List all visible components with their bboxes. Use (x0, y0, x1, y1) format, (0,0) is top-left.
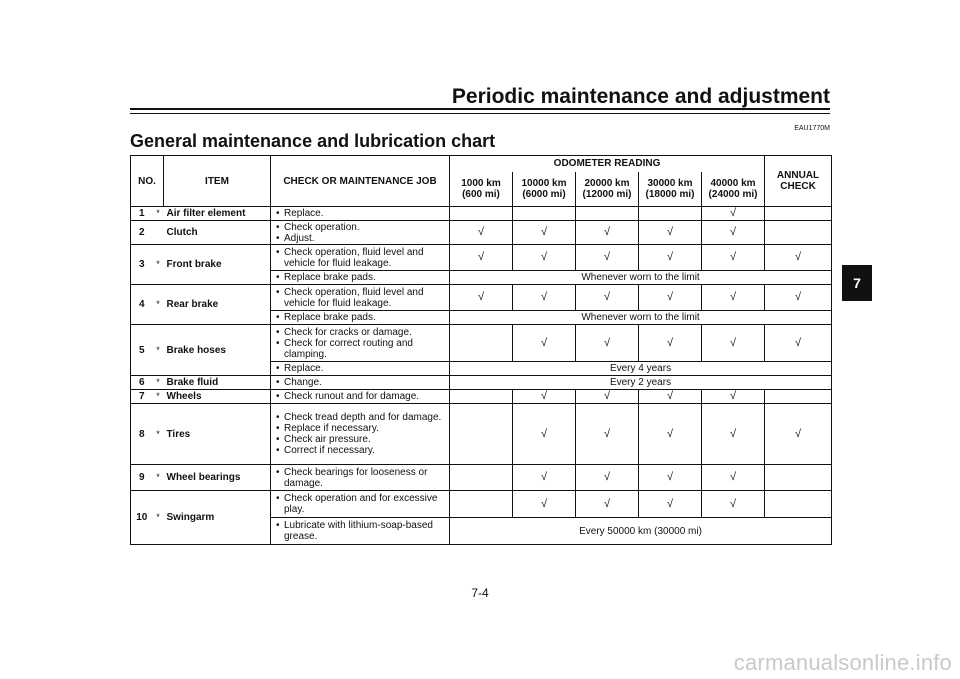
bullet-icon: • (276, 221, 280, 233)
job-text: Replace. (284, 208, 324, 219)
check-mark-icon: √ (576, 404, 639, 465)
job-text: Lubricate with lithium-soap-based grease. (284, 520, 433, 542)
bullet-icon: • (276, 232, 280, 244)
job-text: Check for cracks or damage. (284, 326, 412, 338)
row-number: 8 (131, 404, 153, 465)
check-mark-icon: √ (639, 465, 702, 491)
empty-cell (765, 465, 832, 491)
empty-cell (450, 465, 513, 491)
row-star: * (153, 376, 164, 390)
row-item: Brake fluid (164, 376, 271, 390)
job-text: Change. (284, 377, 322, 388)
check-mark-icon: √ (639, 285, 702, 311)
row-item: Rear brake (164, 285, 271, 325)
check-mark-icon: √ (576, 325, 639, 362)
table-row (131, 207, 832, 221)
row-number: 10 (131, 491, 153, 545)
maintenance-job (271, 285, 450, 311)
row-number: 7 (131, 390, 153, 404)
interval-mi: (18000 mi) (645, 188, 695, 200)
check-mark-icon: √ (513, 221, 576, 245)
job-line (275, 391, 447, 402)
job-line (275, 233, 447, 244)
empty-cell (576, 207, 639, 221)
check-mark-icon: √ (513, 285, 576, 311)
column-header-interval (639, 172, 702, 207)
row-star: * (153, 404, 164, 465)
table-row (131, 376, 832, 390)
job-line (275, 312, 447, 323)
job-text: Check bearings for looseness or damage. (284, 466, 428, 489)
job-line (275, 467, 447, 489)
maintenance-job (271, 390, 450, 404)
check-mark-icon: √ (702, 285, 765, 311)
bullet-icon: • (276, 434, 280, 445)
interval-mi: (12000 mi) (582, 188, 632, 200)
job-line (275, 208, 447, 219)
row-star: * (153, 207, 164, 221)
check-mark-icon: √ (513, 465, 576, 491)
interval-km: 20000 km (584, 177, 630, 189)
row-star: * (153, 465, 164, 491)
row-number: 3 (131, 245, 153, 285)
maintenance-chart-table (130, 155, 832, 545)
watermark: carmanualsonline.info (733, 650, 952, 675)
job-text: Check for correct routing and clamping. (284, 337, 413, 360)
row-number: 9 (131, 465, 153, 491)
interval-note: Every 2 years (450, 376, 832, 390)
job-text: Check operation, fluid level and vehicle for fluid leakage. (284, 286, 424, 309)
job-line (275, 493, 447, 515)
row-number: 1 (131, 207, 153, 221)
empty-cell (450, 404, 513, 465)
interval-km: 30000 km (647, 177, 693, 189)
check-mark-icon: √ (450, 285, 513, 311)
column-header-interval (450, 172, 513, 207)
interval-mi: (6000 mi) (522, 188, 566, 200)
check-mark-icon: √ (639, 491, 702, 518)
check-mark-icon: √ (639, 390, 702, 404)
row-item: Swingarm (164, 491, 271, 545)
column-header-no: NO. (131, 156, 164, 207)
bullet-icon: • (276, 520, 280, 531)
check-mark-icon: √ (639, 221, 702, 245)
section-title: General maintenance and lubrication chart (130, 131, 496, 151)
check-mark-icon: √ (450, 245, 513, 271)
table-row (131, 491, 832, 518)
interval-note: Whenever worn to the limit (450, 311, 832, 325)
empty-cell (450, 325, 513, 362)
maintenance-job (271, 207, 450, 221)
job-line (275, 423, 447, 434)
bullet-icon: • (276, 423, 280, 434)
maintenance-job (271, 325, 450, 362)
check-mark-icon: √ (765, 285, 832, 311)
job-text: Replace brake pads. (284, 272, 376, 283)
table-row (131, 325, 832, 362)
empty-cell (450, 491, 513, 518)
check-mark-icon: √ (576, 221, 639, 245)
empty-cell (450, 390, 513, 404)
job-line (275, 434, 447, 445)
check-mark-icon: √ (765, 325, 832, 362)
maintenance-job (271, 376, 450, 390)
job-text: Check tread depth and for damage. (284, 412, 442, 423)
empty-cell (765, 491, 832, 518)
column-header-interval (702, 172, 765, 207)
row-star: * (153, 491, 164, 545)
check-mark-icon: √ (702, 390, 765, 404)
interval-note: Whenever worn to the limit (450, 271, 832, 285)
check-mark-icon: √ (639, 404, 702, 465)
interval-mi: (600 mi) (462, 188, 500, 200)
bullet-icon: • (276, 493, 280, 504)
job-text: Check operation and for excessive play. (284, 493, 438, 515)
empty-cell (765, 390, 832, 404)
check-mark-icon: √ (702, 404, 765, 465)
column-header-job: CHECK OR MAINTENANCE JOB (271, 156, 450, 207)
table-row (131, 465, 832, 491)
job-line (275, 247, 447, 269)
bullet-icon: • (276, 208, 280, 219)
row-number: 2 (131, 221, 153, 245)
document-code: EAU1770M (794, 125, 830, 132)
page-header-title: Periodic maintenance and adjustment (451, 85, 830, 108)
check-mark-icon: √ (576, 245, 639, 271)
job-line (275, 287, 447, 309)
check-mark-icon: √ (639, 325, 702, 362)
job-text: Check runout and for damage. (284, 391, 420, 402)
empty-cell (765, 221, 832, 245)
interval-note: Every 4 years (450, 362, 832, 376)
bullet-icon: • (276, 312, 280, 323)
check-mark-icon: √ (513, 325, 576, 362)
maintenance-job (271, 271, 450, 285)
job-text: Adjust. (284, 232, 315, 244)
job-text: Replace brake pads. (284, 312, 376, 323)
column-header-annual: ANNUAL CHECK (765, 156, 832, 207)
table-row (131, 221, 832, 245)
check-mark-icon: √ (513, 404, 576, 465)
job-line (275, 377, 447, 388)
header-rule-thin (130, 113, 830, 114)
check-mark-icon: √ (702, 245, 765, 271)
page-number: 7-4 (471, 586, 489, 600)
row-item: Wheel bearings (164, 465, 271, 491)
job-text: Correct if necessary. (284, 445, 375, 456)
job-text: Replace if necessary. (284, 423, 379, 434)
job-line (275, 327, 447, 338)
table-row (131, 285, 832, 311)
maintenance-job (271, 465, 450, 491)
job-line (275, 363, 447, 374)
maintenance-job (271, 245, 450, 271)
job-text: Check operation. (284, 221, 360, 233)
interval-km: 1000 km (461, 177, 501, 189)
check-mark-icon: √ (702, 465, 765, 491)
table-row (131, 404, 832, 465)
maintenance-job (271, 362, 450, 376)
check-mark-icon: √ (702, 325, 765, 362)
row-number: 6 (131, 376, 153, 390)
row-number: 4 (131, 285, 153, 325)
bullet-icon: • (276, 377, 280, 388)
check-mark-icon: √ (765, 245, 832, 271)
interval-note: Every 50000 km (30000 mi) (450, 518, 832, 545)
row-star: * (153, 390, 164, 404)
empty-cell (450, 207, 513, 221)
empty-cell (513, 207, 576, 221)
check-mark-icon: √ (513, 390, 576, 404)
job-text: Check operation, fluid level and vehicle for fluid leakage. (284, 246, 424, 269)
check-mark-icon: √ (702, 207, 765, 221)
bullet-icon: • (276, 412, 280, 423)
row-item: Front brake (164, 245, 271, 285)
job-line (275, 338, 447, 360)
row-number: 5 (131, 325, 153, 376)
bullet-icon: • (276, 246, 280, 258)
check-mark-icon: √ (576, 491, 639, 518)
maintenance-job (271, 518, 450, 545)
job-text: Check air pressure. (284, 434, 371, 445)
row-item: Wheels (164, 390, 271, 404)
bullet-icon: • (276, 363, 280, 374)
check-mark-icon: √ (702, 221, 765, 245)
job-line (275, 412, 447, 423)
table-row (131, 245, 832, 271)
job-line (275, 445, 447, 456)
header-rule (130, 108, 830, 110)
job-line (275, 272, 447, 283)
bullet-icon: • (276, 445, 280, 456)
maintenance-job (271, 404, 450, 465)
row-item: Brake hoses (164, 325, 271, 376)
interval-km: 40000 km (710, 177, 756, 189)
chapter-tab: 7 (842, 265, 872, 301)
job-text: Replace. (284, 363, 324, 374)
check-mark-icon: √ (639, 245, 702, 271)
table-row (131, 390, 832, 404)
bullet-icon: • (276, 391, 280, 402)
check-mark-icon: √ (513, 245, 576, 271)
check-mark-icon: √ (513, 491, 576, 518)
check-mark-icon: √ (702, 491, 765, 518)
job-line (275, 222, 447, 233)
bullet-icon: • (276, 337, 280, 349)
bullet-icon: • (276, 466, 280, 478)
bullet-icon: • (276, 326, 280, 338)
row-star (153, 221, 164, 245)
row-item: Clutch (164, 221, 271, 245)
check-mark-icon: √ (576, 465, 639, 491)
row-star: * (153, 285, 164, 325)
maintenance-job (271, 491, 450, 518)
bullet-icon: • (276, 286, 280, 298)
row-star: * (153, 325, 164, 376)
check-mark-icon: √ (450, 221, 513, 245)
row-item: Tires (164, 404, 271, 465)
check-mark-icon: √ (576, 390, 639, 404)
check-mark-icon: √ (576, 285, 639, 311)
interval-km: 10000 km (521, 177, 567, 189)
maintenance-job (271, 221, 450, 245)
column-header-interval (576, 172, 639, 207)
empty-cell (765, 207, 832, 221)
interval-mi: (24000 mi) (708, 188, 758, 200)
check-mark-icon: √ (765, 404, 832, 465)
empty-cell (639, 207, 702, 221)
column-header-odometer: ODOMETER READING (450, 156, 765, 172)
row-item: Air filter element (164, 207, 271, 221)
column-header-interval (513, 172, 576, 207)
bullet-icon: • (276, 272, 280, 283)
maintenance-job (271, 311, 450, 325)
job-line (275, 520, 447, 542)
row-star: * (153, 245, 164, 285)
column-header-item: ITEM (164, 156, 271, 207)
